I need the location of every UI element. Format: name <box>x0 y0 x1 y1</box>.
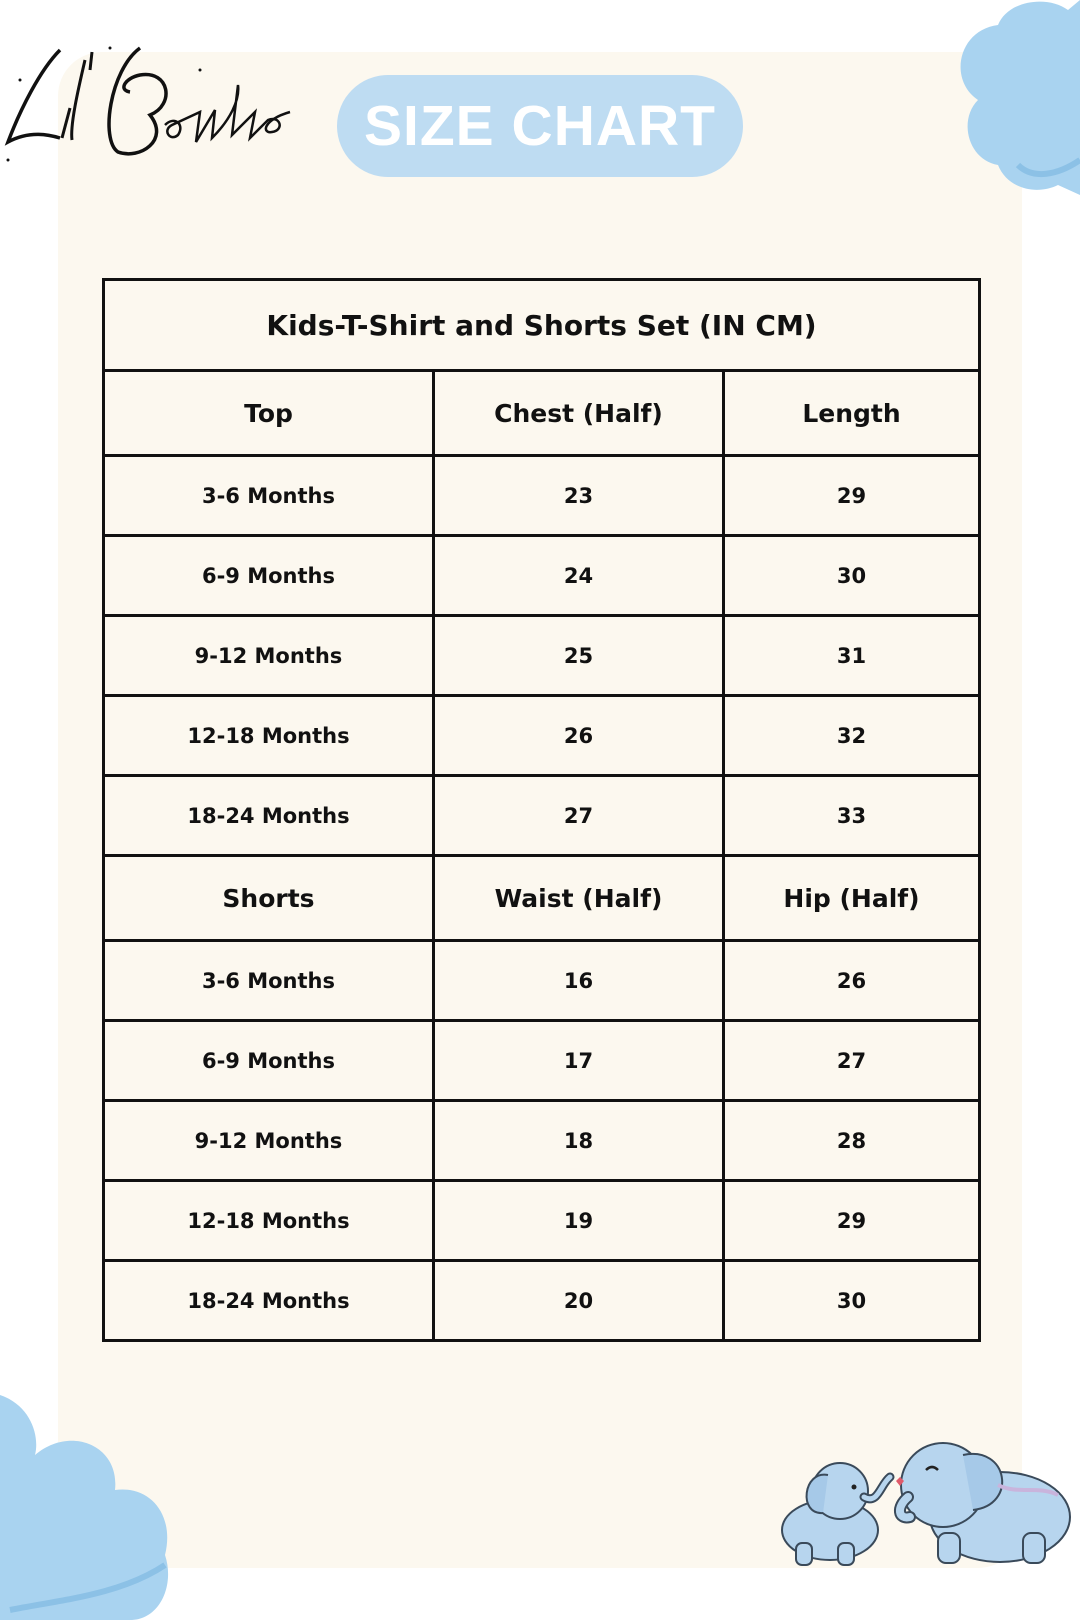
header-cell: Chest (Half) <box>434 371 724 456</box>
value-cell: 26 <box>434 696 724 776</box>
value-cell: 24 <box>434 536 724 616</box>
size-table <box>102 278 981 1342</box>
value-cell: 20 <box>434 1261 724 1341</box>
value-cell: 30 <box>724 536 980 616</box>
table-header-row <box>104 856 980 941</box>
cloud-icon <box>0 1395 175 1620</box>
value-cell: 33 <box>724 776 980 856</box>
header-cell: Waist (Half) <box>434 856 724 941</box>
header-cell: Top <box>104 371 434 456</box>
header-cell: Hip (Half) <box>724 856 980 941</box>
table-row <box>104 1101 980 1181</box>
value-cell: 30 <box>724 1261 980 1341</box>
value-cell: 31 <box>724 616 980 696</box>
table-row <box>104 1021 980 1101</box>
size-cell: 12-18 Months <box>104 696 434 776</box>
value-cell: 26 <box>724 941 980 1021</box>
size-cell: 3-6 Months <box>104 941 434 1021</box>
value-cell: 27 <box>724 1021 980 1101</box>
table-row <box>104 536 980 616</box>
value-cell: 32 <box>724 696 980 776</box>
size-cell: 9-12 Months <box>104 616 434 696</box>
baby-elephant-icon <box>782 1463 890 1565</box>
table-title: Kids-T-Shirt and Shorts Set (IN CM) <box>104 280 980 371</box>
table-row <box>104 941 980 1021</box>
brand-logo <box>0 30 310 170</box>
value-cell: 28 <box>724 1101 980 1181</box>
value-cell: 25 <box>434 616 724 696</box>
table-row <box>104 696 980 776</box>
size-cell: 3-6 Months <box>104 456 434 536</box>
table-header-row <box>104 371 980 456</box>
size-cell: 6-9 Months <box>104 1021 434 1101</box>
value-cell: 23 <box>434 456 724 536</box>
table-row <box>104 456 980 536</box>
value-cell: 17 <box>434 1021 724 1101</box>
value-cell: 29 <box>724 1181 980 1261</box>
value-cell: 29 <box>724 456 980 536</box>
elephant-icon <box>768 1425 1080 1570</box>
size-cell: 18-24 Months <box>104 776 434 856</box>
header-cell: Length <box>724 371 980 456</box>
cloud-icon <box>938 0 1080 195</box>
value-cell: 16 <box>434 941 724 1021</box>
value-cell: 18 <box>434 1101 724 1181</box>
value-cell: 19 <box>434 1181 724 1261</box>
header-cell: Shorts <box>104 856 434 941</box>
size-cell: 12-18 Months <box>104 1181 434 1261</box>
size-cell: 6-9 Months <box>104 536 434 616</box>
page-title: SIZE CHART <box>364 94 716 158</box>
table-row <box>104 776 980 856</box>
table-row <box>104 616 980 696</box>
mother-elephant-icon <box>896 1443 1070 1563</box>
size-cell: 9-12 Months <box>104 1101 434 1181</box>
value-cell: 27 <box>434 776 724 856</box>
size-cell: 18-24 Months <box>104 1261 434 1341</box>
table-title-row <box>104 280 980 371</box>
table-row <box>104 1181 980 1261</box>
size-chart-title-pill <box>337 75 743 177</box>
table-row <box>104 1261 980 1341</box>
